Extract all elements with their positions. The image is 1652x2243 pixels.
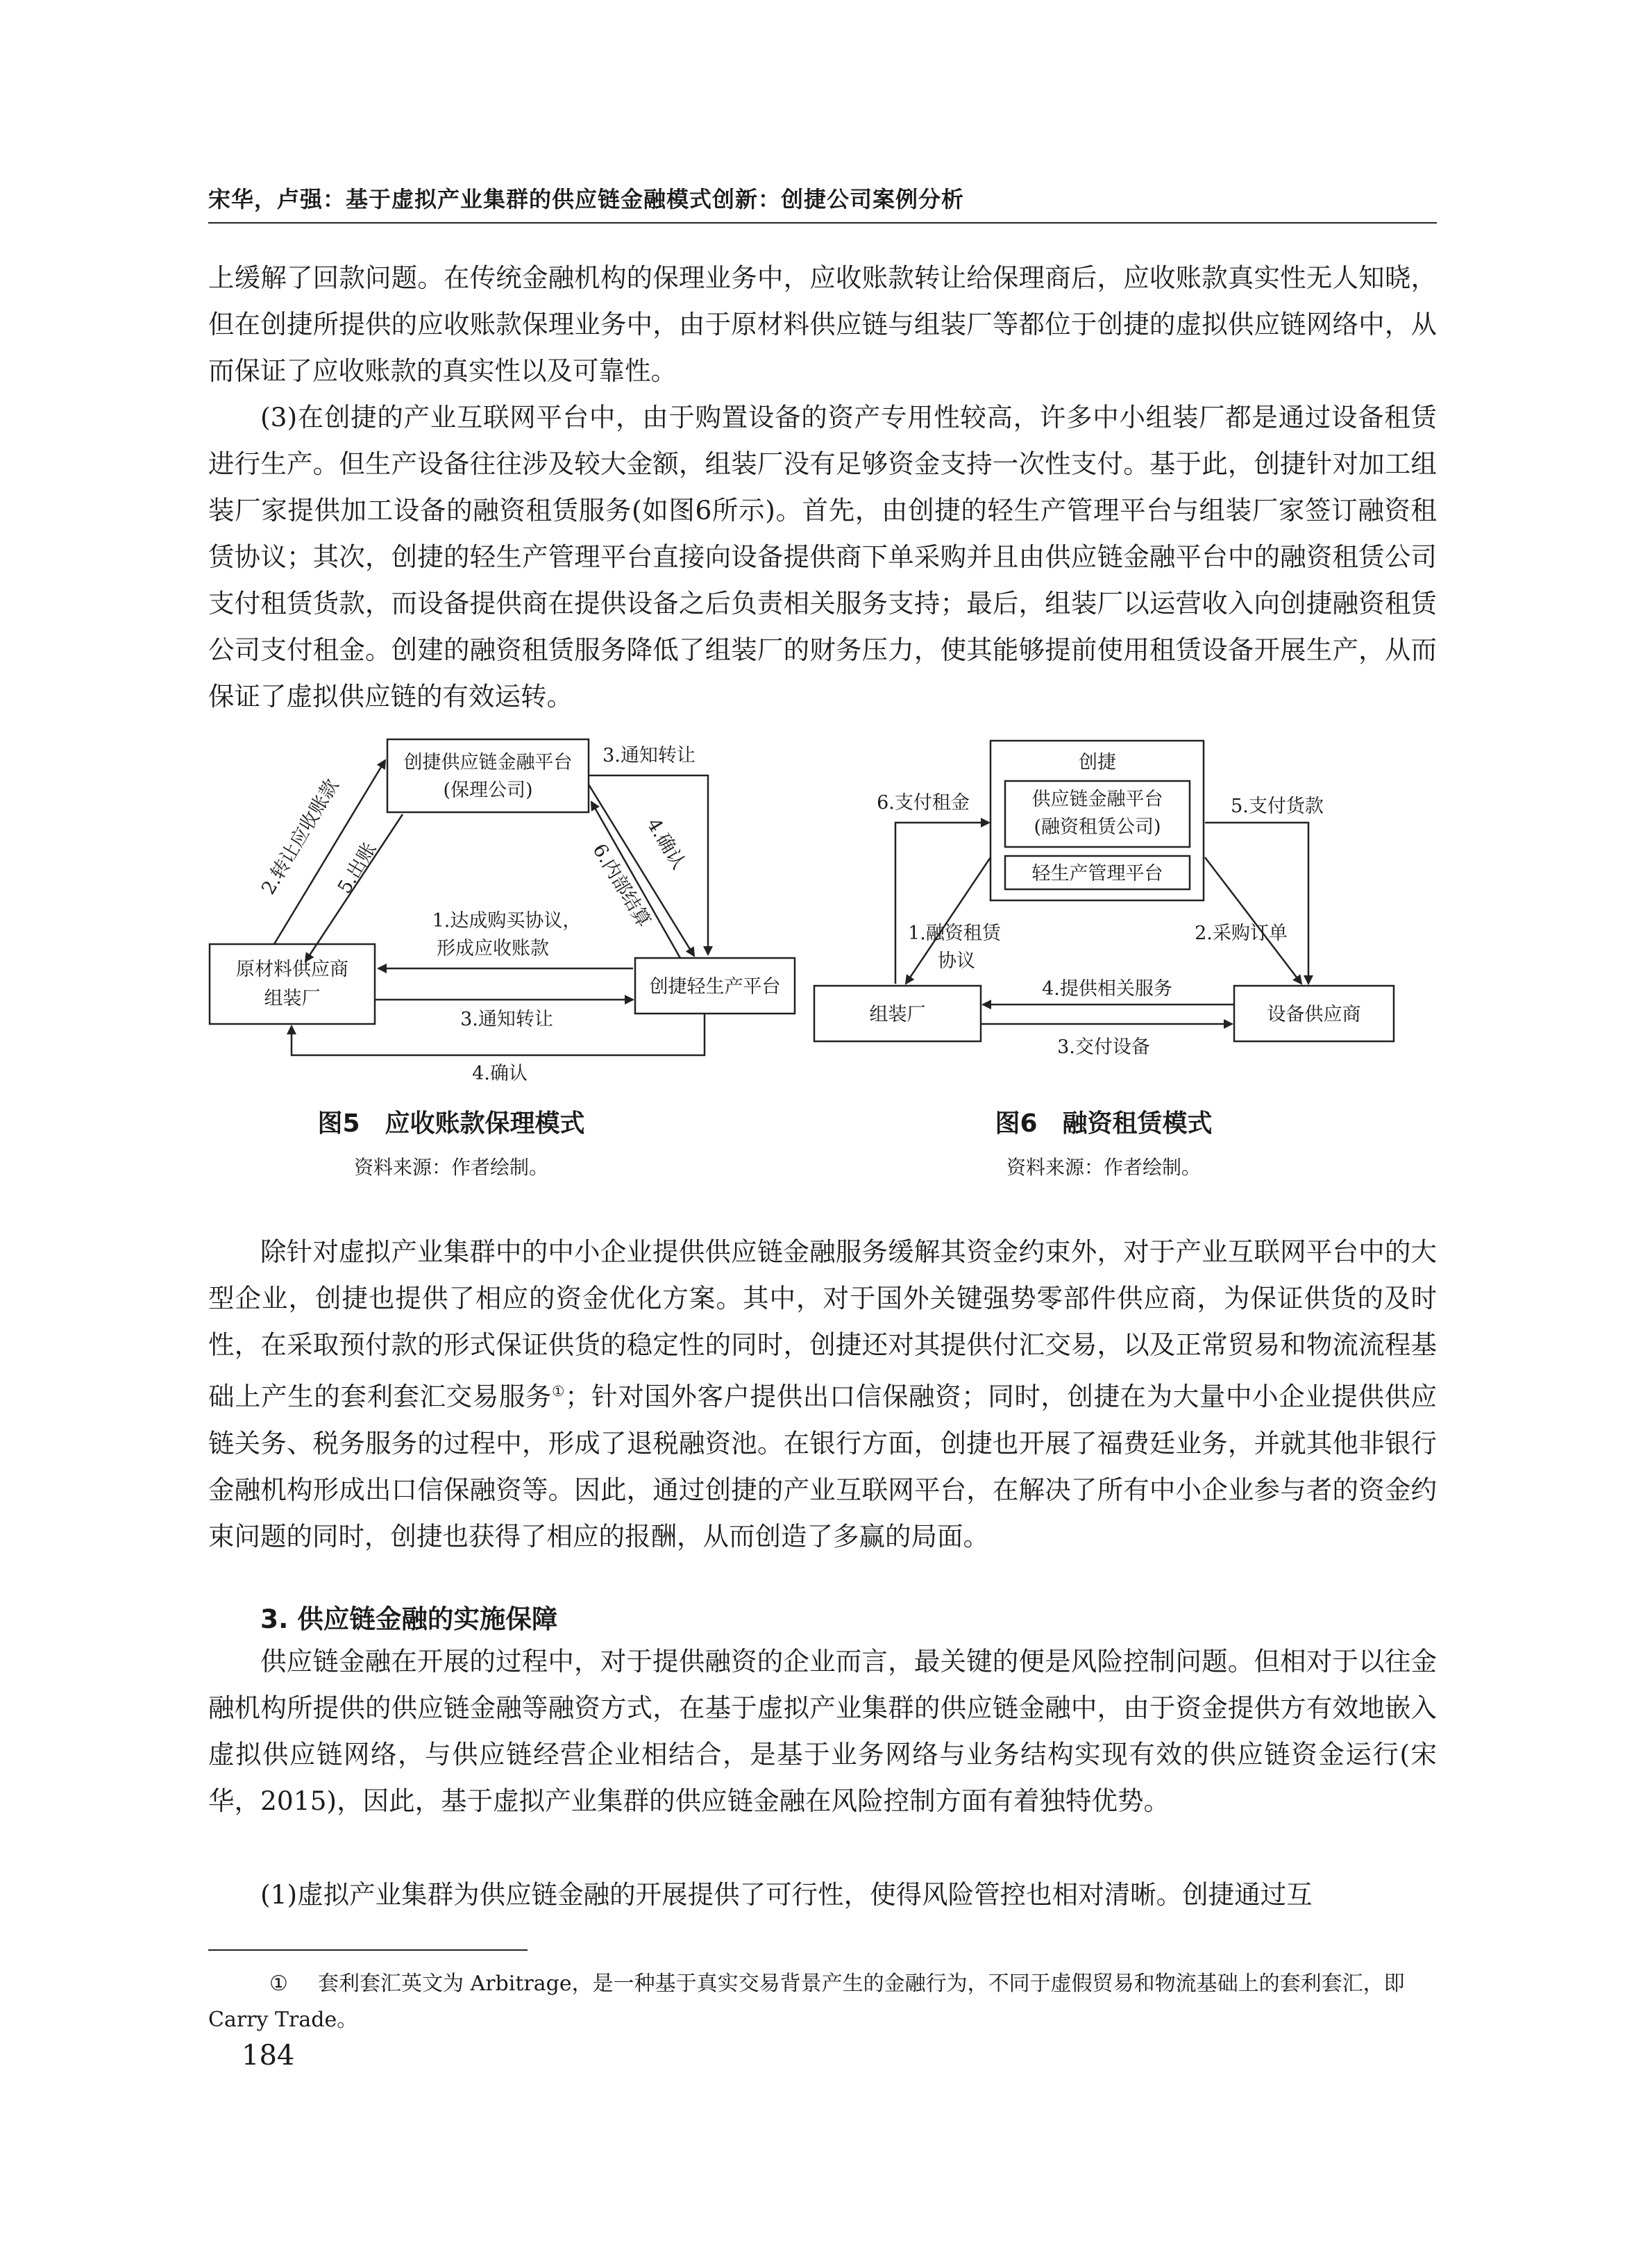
footnote <box>208 1966 1437 2038</box>
fig6-arrow-payment <box>1205 823 1308 984</box>
fig6-outer-title: 创捷 <box>1079 752 1116 773</box>
fig5-label-notify-mid: 3.通知转让 <box>460 1009 553 1030</box>
figure6-source: 资料来源：作者绘制。 <box>1006 1156 1201 1179</box>
figure5-source: 资料来源：作者绘制。 <box>353 1156 548 1179</box>
paragraph-5: (1)虚拟产业集群为供应链金融的开展提供了可行性，使得风险管控也相对清晰。创捷通过互 <box>260 1879 1313 1910</box>
fig6-inner1-label-1: 供应链金融平台 <box>1031 789 1163 810</box>
footnote-ref[interactable]: ① <box>552 1383 566 1400</box>
fig5-label-confirm: 4.确认 <box>642 814 690 873</box>
fig6-label-order: 2.采购订单 <box>1195 923 1288 944</box>
fig6-label-lease-2: 协议 <box>938 950 975 972</box>
fig5-platform-label-2: (保理公司) <box>443 780 533 801</box>
section-heading: 3. 供应链金融的实施保障 <box>260 1604 558 1634</box>
fig5-label-transfer: 2.转让应收账款 <box>258 775 344 899</box>
fig5-label-agree-1: 1.达成购买协议， <box>432 910 582 932</box>
paragraph-3 <box>208 1229 1437 1560</box>
fig6-label-payment: 5.支付货款 <box>1231 796 1324 817</box>
fig6-label-service: 4.提供相关服务 <box>1042 978 1172 1000</box>
paragraph-1: 上缓解了回款问题。在传统金融机构的保理业务中，应收账款转让给保理商后，应收账款真实性无人知晓，但在创捷所提供的应收账款保理业务中，由于原材料供应链与组装厂等都位于创捷的虚拟供应链网络中，从而保证了应收账款的真实性以及可靠性。 <box>208 262 1437 386</box>
fig6-arrow-order <box>1205 857 1301 984</box>
fig5-platform-label-1: 创捷供应链金融平台 <box>403 752 573 773</box>
page-number: 184 <box>242 2040 295 2072</box>
footnote-rule <box>208 1949 528 1951</box>
figure5-caption: 图5 应收账款保理模式 <box>317 1109 585 1138</box>
fig6-equipment-label: 设备供应商 <box>1267 1004 1361 1025</box>
fig5-label-notify-top: 3.通知转让 <box>602 745 696 766</box>
fig5-supplier-label-1: 原材料供应商 <box>236 959 348 980</box>
fig6-inner2-label: 轻生产管理平台 <box>1031 863 1163 884</box>
paragraph-3-part-a: 除针对虚拟产业集群中的中小企业提供供应链金融服务缓解其资金约束外，对于产业互联网平台中的大型企业，创捷也提供了相应的资金优化方案。其中，对于国外关键强势零部件供应商，为保证供货的及时性，在采取预付款的形式保证供货的稳定性的同时，创捷还对其提供付汇交易，以及正常贸易和物流流程基础上产生的套利套汇交易服务 <box>208 1236 1437 1412</box>
fig6-assembly-label: 组装厂 <box>869 1004 926 1025</box>
paragraph-4: 供应链金融在开展的过程中，对于提供融资的企业而言，最关键的便是风险控制问题。但相对于以往金融机构所提供的供应链金融等融资方式，在基于虚拟产业集群的供应链金融中，由于资金提供方有效地嵌入虚拟供应链网络，与供应链经营企业相结合，是基于业务网络与业务结构实现有效的供应链资金运行(宋华，2015)，因此，基于虚拟产业集群的供应链金融在风险控制方面有着独特优势。 <box>208 1646 1437 1816</box>
fig5-label-internal: 6.内部结算 <box>588 840 655 931</box>
running-header: 宋华，卢强：基于虚拟产业集群的供应链金融模式创新：创捷公司案例分析 <box>208 186 965 212</box>
fig5-label-pay: 5.出账 <box>333 839 381 898</box>
header-rule <box>208 222 1437 224</box>
fig5-label-confirm-bottom: 4.确认 <box>472 1063 528 1084</box>
fig5-platform-box <box>387 739 589 812</box>
fig6-label-deliver: 3.交付设备 <box>1057 1036 1150 1058</box>
paragraph-2: (3)在创捷的产业互联网平台中，由于购置设备的资产专用性较高，许多中小组装厂都是通过设备租赁进行生产。但生产设备往往涉及较大金额，组装厂没有足够资金支持一次性支付。基于此，创捷针对加工组装厂家提供加工设备的融资租赁服务(如图6所示)。首先，由创捷的轻生产管理平台与组装厂家签订融资租赁协议；其次，创捷的轻生产管理平台直接向设备提供商下单采购并且由供应链金融平台中的融资租赁公司支付租赁货款，而设备提供商在提供设备之后负责相关服务支持；最后，组装厂以运营收入向创捷融资租赁公司支付租金。创建的融资租赁服务降低了组装厂的财务压力，使其能够提前使用租赁设备开展生产，从而保证了虚拟供应链的有效运转。 <box>208 402 1437 712</box>
fig6-inner1-label-2: (融资租赁公司) <box>1034 816 1161 838</box>
fig5-light-label: 创捷轻生产平台 <box>649 976 781 998</box>
paragraph-3-part-b: ；针对国外客户提供出口信保融资；同时，创捷在为大量中小企业提供供应链关务、税务服务的过程中，形成了退税融资池。在银行方面，创捷也开展了福费廷业务，并就其他非银行金融机构形成出口信保融资等。因此，通过创捷的产业互联网平台，在解决了所有中小企业参与者的资金约束问题的同时，创捷也获得了相应的报酬，从而创造了多赢的局面。 <box>208 1381 1438 1552</box>
fig6-label-lease-1: 1.融资租赁 <box>908 923 1001 944</box>
fig5-supplier-box <box>210 944 375 1024</box>
footnote-mark: ① <box>269 1972 288 1996</box>
footnote-text: 套利套汇英文为 Arbitrage，是一种基于真实交易背景产生的金融行为，不同于虚假贸易和物流基础上的套利套汇，即 Carry Trade。 <box>208 1972 1405 2032</box>
fig5-supplier-label-2: 组装厂 <box>264 988 321 1009</box>
fig6-label-rent: 6.支付租金 <box>877 792 970 814</box>
fig5-label-agree-2: 形成应收账款 <box>437 938 549 959</box>
figure6-caption: 图6 融资租赁模式 <box>995 1109 1213 1138</box>
